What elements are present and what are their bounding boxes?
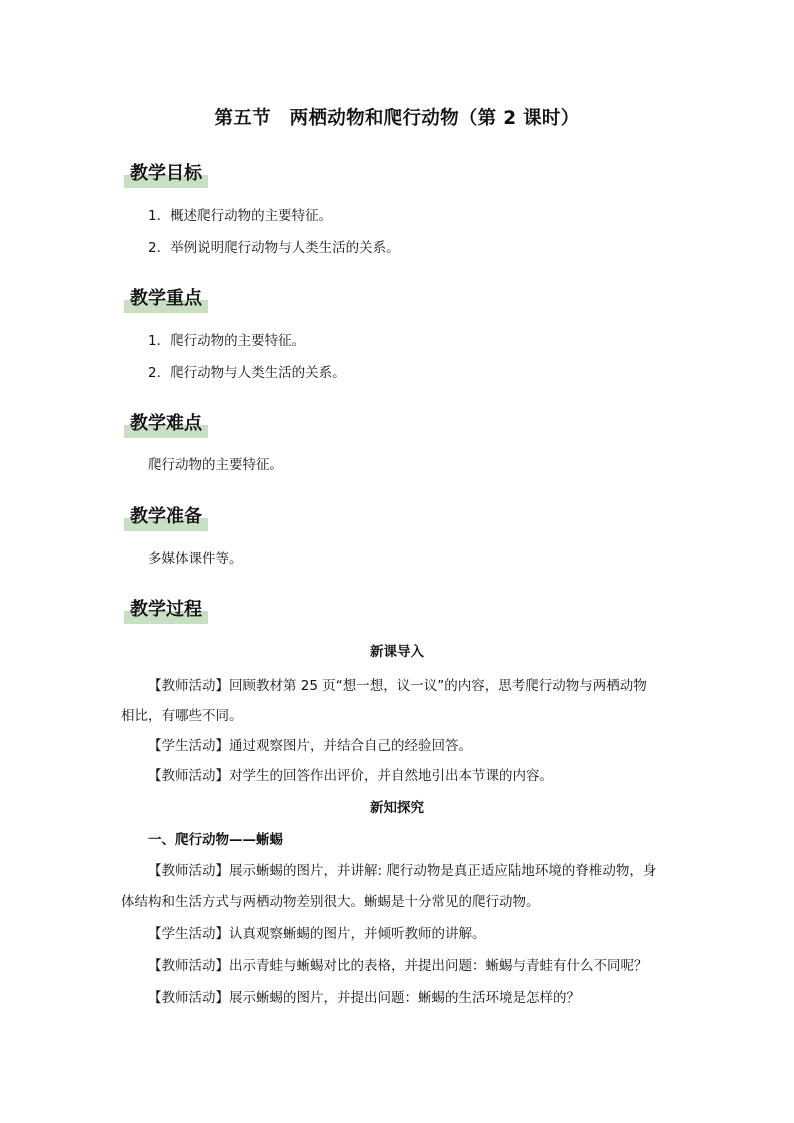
subsection-title-intro: 新课导入 [370, 644, 424, 660]
paragraph-line: 【教师活动】展示蜥蜴的图片，并讲解: 爬行动物是真正适应陆地环境的脊椎动物，身 [148, 863, 657, 879]
paragraph-line: 【学生活动】认真观察蜥蜴的图片，并倾听教师的讲解。 [148, 926, 486, 942]
paragraph-line: 【教师活动】出示青蛙与蜥蜴对比的表格，并提出问题：蜥蜴与青蛙有什么不同呢？ [148, 958, 648, 974]
paragraph-line: 体结构和生活方式与两栖动物差别很大。蜥蜴是十分常见的爬行动物。 [121, 894, 540, 910]
key-point-item: 1．爬行动物的主要特征。 [148, 333, 306, 349]
paragraph-line: 【学生活动】通过观察图片，并结合自己的经验回答。 [148, 738, 472, 754]
section-heading-preparation: 教学准备 [124, 503, 202, 531]
subsection-title-explore: 新知探究 [370, 800, 424, 816]
paragraph-line: 【教师活动】对学生的回答作出评价，并自然地引出本节课的内容。 [148, 768, 553, 784]
objective-item: 2．举例说明爬行动物与人类生活的关系。 [148, 240, 400, 256]
section-heading-key-points: 教学重点 [124, 285, 202, 313]
key-point-item: 2．爬行动物与人类生活的关系。 [148, 365, 346, 381]
preparation-text: 多媒体课件等。 [148, 551, 243, 567]
section-heading-difficulties: 教学难点 [124, 410, 202, 438]
objective-item: 1．概述爬行动物的主要特征。 [148, 208, 333, 224]
page-title: 第五节 两栖动物和爬行动物（第 2 课时） [214, 108, 580, 129]
section-heading-process: 教学过程 [124, 596, 202, 624]
paragraph-line: 相比，有哪些不同。 [121, 708, 243, 724]
paragraph-line: 【教师活动】回顾教材第 25 页“想一想，议一议”的内容，思考爬行动物与两栖动物 [148, 678, 647, 694]
section-heading-objectives: 教学目标 [124, 160, 202, 188]
difficulty-text: 爬行动物的主要特征。 [148, 457, 283, 473]
paragraph-line: 【教师活动】展示蜥蜴的图片，并提出问题：蜥蜴的生活环境是怎样的？ [148, 990, 580, 1006]
topic-heading: 一、爬行动物——蜥蜴 [148, 832, 283, 848]
